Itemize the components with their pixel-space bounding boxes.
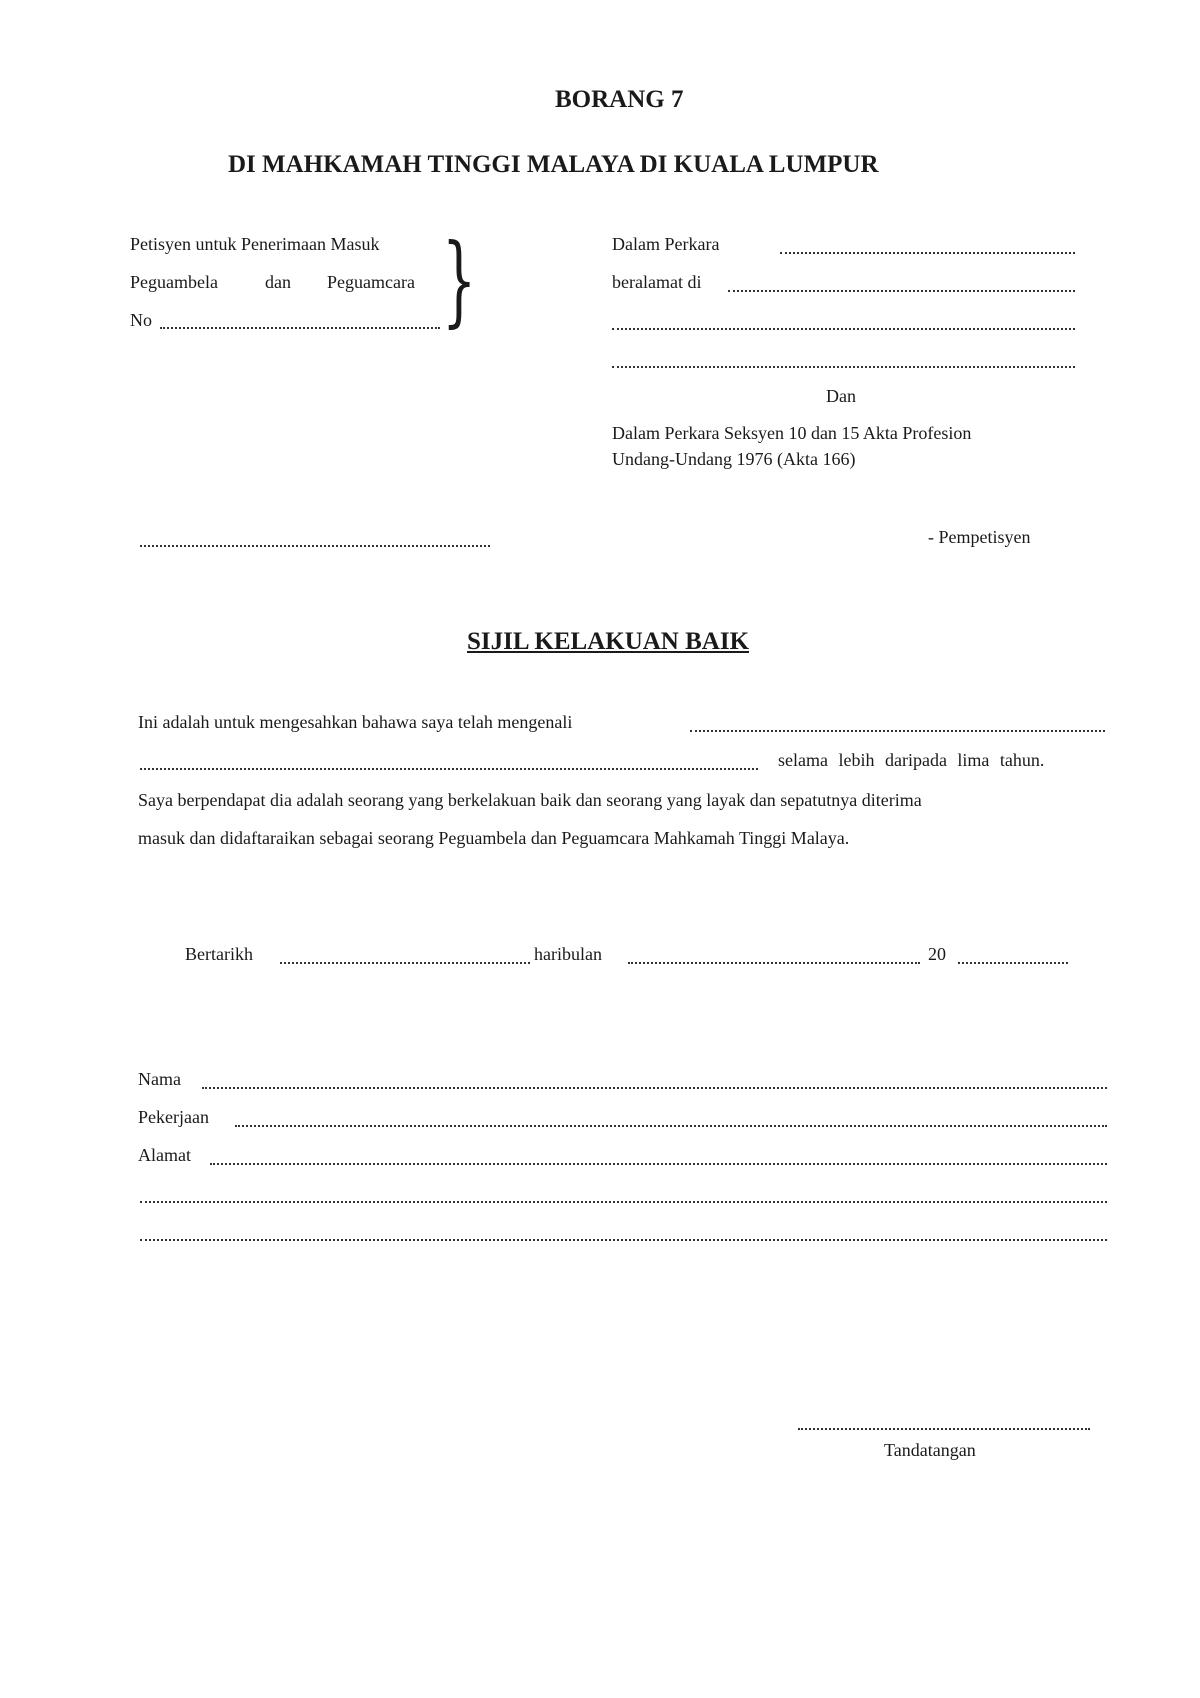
dalam-perkara-field[interactable]	[780, 252, 1075, 254]
beralamat-field-2[interactable]	[612, 328, 1075, 330]
petition-no-field[interactable]	[160, 327, 440, 329]
petition-line-2a: Peguambela	[130, 272, 218, 292]
certificate-title: SIJIL KELAKUAN BAIK	[467, 628, 750, 655]
petitioner-name-field[interactable]	[140, 545, 490, 547]
nama-field[interactable]	[202, 1087, 1107, 1089]
form-number: BORANG 7	[555, 86, 684, 113]
dalam-perkara-label: Dalam Perkara	[612, 234, 720, 254]
acquaintance-name-field-2[interactable]	[140, 768, 758, 770]
petition-line-2c: Peguamcara	[327, 272, 415, 292]
court-title: DI MAHKAMAH TINGGI MALAYA DI KUALA LUMPUR	[228, 151, 879, 178]
signature-field[interactable]	[798, 1428, 1090, 1430]
acquaintance-name-field-1[interactable]	[690, 730, 1105, 732]
nama-label: Nama	[138, 1069, 181, 1089]
body-line-4: masuk dan didaftaraikan sebagai seorang Peguambela dan Peguamcara Mahkamah Tinggi Malaya.	[138, 828, 850, 848]
body-line-3: Saya berpendapat dia adalah seorang yang berkelakuan baik dan seorang yang layak dan sepatutnya diterima	[138, 790, 922, 810]
month-field[interactable]	[628, 962, 920, 964]
bertarikh-label: Bertarikh	[185, 944, 253, 964]
alamat-field-2[interactable]	[140, 1201, 1107, 1203]
beralamat-field-3[interactable]	[612, 366, 1075, 368]
pekerjaan-field[interactable]	[235, 1125, 1107, 1127]
alamat-field-1[interactable]	[210, 1163, 1107, 1165]
alamat-field-3[interactable]	[140, 1239, 1107, 1241]
beralamat-label: beralamat di	[612, 272, 702, 292]
petition-no-label: No	[130, 310, 152, 330]
petitioner-label: - Pempetisyen	[928, 527, 1031, 547]
section-line-2: Undang-Undang 1976 (Akta 166)	[612, 449, 856, 469]
dan-label: Dan	[826, 386, 856, 406]
year-prefix: 20	[928, 944, 946, 964]
body-line-1: Ini adalah untuk mengesahkan bahawa saya telah mengenali	[138, 712, 573, 732]
curly-brace: }	[442, 224, 477, 338]
petition-line-1: Petisyen untuk Penerimaan Masuk	[130, 234, 380, 254]
section-line-1: Dalam Perkara Seksyen 10 dan 15 Akta Profesion	[612, 423, 972, 443]
year-field[interactable]	[958, 962, 1068, 964]
body-line-2: selama lebih daripada lima tahun.	[778, 750, 1045, 770]
alamat-label: Alamat	[138, 1145, 191, 1165]
pekerjaan-label: Pekerjaan	[138, 1107, 209, 1127]
haribulan-label: haribulan	[534, 944, 602, 964]
petition-line-2b: dan	[265, 272, 291, 292]
signature-label: Tandatangan	[884, 1440, 976, 1460]
beralamat-field-1[interactable]	[728, 290, 1075, 292]
day-field[interactable]	[280, 962, 530, 964]
